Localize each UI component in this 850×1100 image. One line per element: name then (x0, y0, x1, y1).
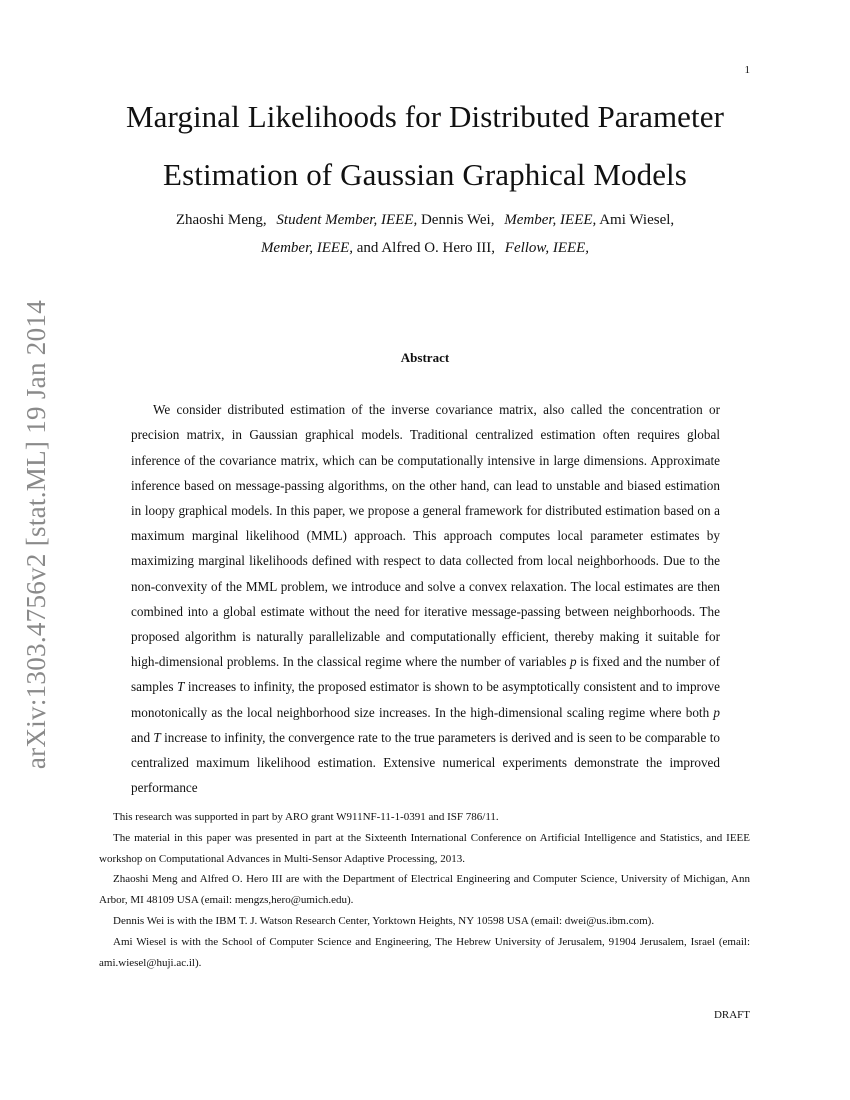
author-name: Dennis Wei, (420, 212, 495, 228)
footnote-affiliation-umich: Zhaoshi Meng and Alfred O. Hero III are with the Department of Electrical Engineering and Computer Science, University of Michigan, Ann Arbor, MI 48109 USA (email: mengzs,hero@umich.edu). (99, 873, 750, 907)
paper-title (60, 88, 790, 204)
author-name: Zhaoshi Meng, (175, 212, 267, 228)
footnote-presentation: The material in this paper was presented in part at the Sixteenth International Conference on Artificial Intelligence and Statistics, and IEEE workshop on Computational Advances in Multi-Sensor Adaptive Processing, 2013. (99, 831, 750, 865)
math-variable: p (713, 704, 720, 720)
abstract-heading: Abstract (400, 350, 450, 365)
abstract-text: and (131, 729, 154, 745)
arxiv-side-stamp (10, 300, 62, 790)
math-variable: T (153, 729, 161, 745)
arxiv-stamp-text: arXiv:1303.4756v2 [stat.ML] 19 Jan 2014 (21, 300, 51, 770)
title-line-1: Marginal Likelihoods for Distributed Parameter (125, 99, 725, 134)
abstract-text: increase to infinity, the convergence rate to the true parameters is derived and is seen to be comparable to centralized maximum likelihood estimation. Extensive numerical experiments demonstrate the improved performance (131, 729, 720, 796)
abstract-body (131, 397, 720, 800)
author-list (70, 206, 780, 262)
footnote-funding: This research was supported in part by ARO grant W911NF-11-1-0391 and ISF 786/11. (113, 811, 499, 823)
footnote-affiliation-huji: Ami Wiesel is with the School of Computer Science and Engineering, The Hebrew University of Jerusalem, 91904 Jerusalem, Israel (email: ami.wiesel@huji.ac.il). (99, 935, 750, 969)
author-role: Student Member, IEEE, (276, 212, 418, 228)
footnotes (99, 807, 750, 973)
author-role: Fellow, IEEE, (504, 240, 590, 256)
abstract-text: increases to infinity, the proposed estimator is shown to be asymptotically consistent and to improve monotonically as the local neighborhood size increases. In the high-dimensional scaling regime where both (131, 679, 720, 720)
math-variable: p (569, 654, 577, 670)
author-name: Ami Wiesel, (599, 212, 675, 228)
page-number: 1 (744, 64, 750, 76)
abstract-text: We consider distributed estimation of the inverse covariance matrix, also called the concentration or precision matrix, in Gaussian graphical models. Traditional centralized estimation often requires global inference of the covariance matrix, which can be computationally intensive in large dimensions. Approximate inference based on message-passing algorithms, on the other hand, can lead to unstable and biased estimation in loopy graphical models. In this paper, we propose a general framework for distributed estimation based on a maximum marginal likelihood (MML) approach. This approach computes local parameter estimates by maximizing marginal likelihoods defined with respect to data collected from local neighborhoods. Due to the non-convexity of the MML problem, we introduce and solve a convex relaxation. The local estimates are then combined into a global estimate without the need for iterative message-passing between neighborhoods. The proposed algorithm is naturally parallelizable and computationally efficient, thereby making it suitable for high-dimensional problems. In the classical regime where the number of variables (131, 402, 720, 670)
author-role: Member, IEEE, (260, 240, 353, 256)
author-role: Member, IEEE, (504, 212, 597, 228)
math-variable: T (177, 679, 185, 695)
abstract-text: is fixed and the number of samples (131, 654, 720, 695)
footnote-affiliation-ibm: Dennis Wei is with the IBM T. J. Watson Research Center, Yorktown Heights, NY 10598 USA (email: dwei@us.ibm.com). (113, 914, 655, 927)
title-line-2: Estimation of Gaussian Graphical Models (163, 157, 687, 192)
author-name: and Alfred O. Hero III, (356, 240, 496, 256)
draft-label: DRAFT (713, 1009, 750, 1021)
